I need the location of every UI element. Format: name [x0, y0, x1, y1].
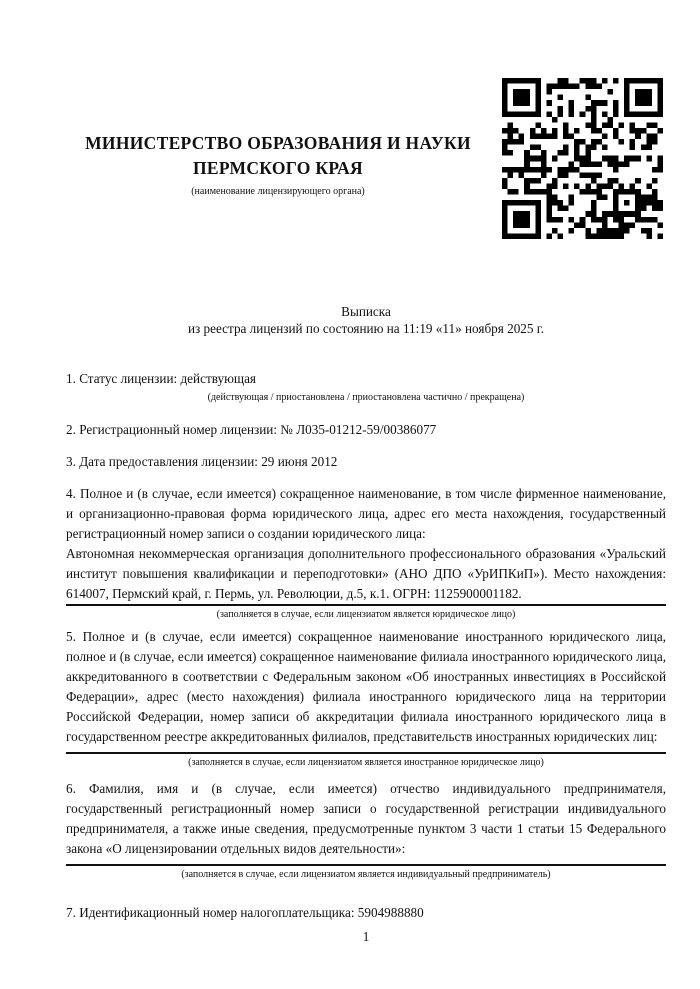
item-4: [66, 484, 666, 621]
fill-line: [66, 604, 666, 606]
title-line1: Выписка: [341, 304, 391, 319]
page-number: 1: [362, 929, 370, 944]
item-1-label: 1. Статус лицензии: действующая: [66, 371, 257, 386]
items-list: [66, 369, 666, 923]
item-3: [66, 452, 666, 472]
item-7: [66, 903, 666, 923]
item-4-label: 4. Полное и (в случае, если имеется) сокращенное наименование, в том числе фирменное наименование, и организационно-правовая форма юридического лица, адрес его места нахождения, государственный регистрационный номер записи о создании юридического лица:: [66, 486, 666, 541]
item-6: [66, 779, 666, 881]
item-4-value: Автономная некоммерческая организация дополнительного профессионального образования «Уральский институт повышения квалификации и переподготовки» (АНО ДПО «УрИПКиП»). Место нахождения: 614007, Пермский край, г. Пермь, ул. Революции, д.5, к.1. ОГРН: 1125900001182.: [66, 546, 666, 601]
item-6-note: (заполняется в случае, если лицензиатом является индивидуальный предприниматель): [181, 869, 551, 880]
fill-line: [66, 864, 666, 866]
item-5-label: 5. Полное и (в случае, если имеется) сокращенное наименование иностранного юридического лица, полное и (в случае, если имеется) сокращенное наименование филиала иностранного юридического лица, аккредитованного в соответствии с Федеральным законом «Об иностранных инвестициях в Российской Федерации», адрес (место нахождения) филиала иностранного юридического лица на территории Российской Федерации, номер записи об аккредитации филиала иностранного юридического лица в государственном реестре аккредитованных филиалов, представительств иностранных юридических лиц:: [66, 629, 666, 744]
document-body: [66, 0, 666, 923]
ministry-name-line2: ПЕРМСКОГО КРАЯ: [193, 158, 363, 178]
item-1: [66, 369, 666, 404]
item-5: [66, 627, 666, 769]
item-5-note: (заполняется в случае, если лицензиатом является иностранное юридическое лицо): [188, 757, 544, 768]
item-4-note: (заполняется в случае, если лицензиатом является юридическое лицо): [216, 609, 516, 620]
ministry-name-line1: МИНИСТЕРСТВО ОБРАЗОВАНИЯ И НАУКИ: [85, 133, 471, 153]
item-1-note: (действующая / приостановлена / приостановлена частично / прекращена): [207, 392, 525, 403]
item-2: [66, 420, 666, 440]
fill-line: [66, 752, 666, 754]
item-2-label: 2. Регистрационный номер лицензии: № Л035-01212-59/00386077: [66, 422, 437, 437]
licensing-authority-note: (наименование лицензирующего органа): [191, 186, 365, 197]
item-7-label: 7. Идентификационный номер налогоплательщика: 5904988880: [66, 905, 424, 920]
title-line2: из реестра лицензий по состоянию на 11:19 «11» ноября 2025 г.: [187, 321, 545, 336]
item-6-label: 6. Фамилия, имя и (в случае, если имеется) отчество индивидуального предпринимателя, государственный регистрационный номер записи о государственной регистрации индивидуального предпринимателя, а также иные сведения, предусмотренные пунктом 3 части 1 статьи 15 Федерального закона «О лицензировании отдельных видов деятельности»:: [66, 781, 666, 856]
document-title: [66, 0, 666, 337]
item-3-label: 3. Дата предоставления лицензии: 29 июня 2012: [66, 454, 338, 469]
